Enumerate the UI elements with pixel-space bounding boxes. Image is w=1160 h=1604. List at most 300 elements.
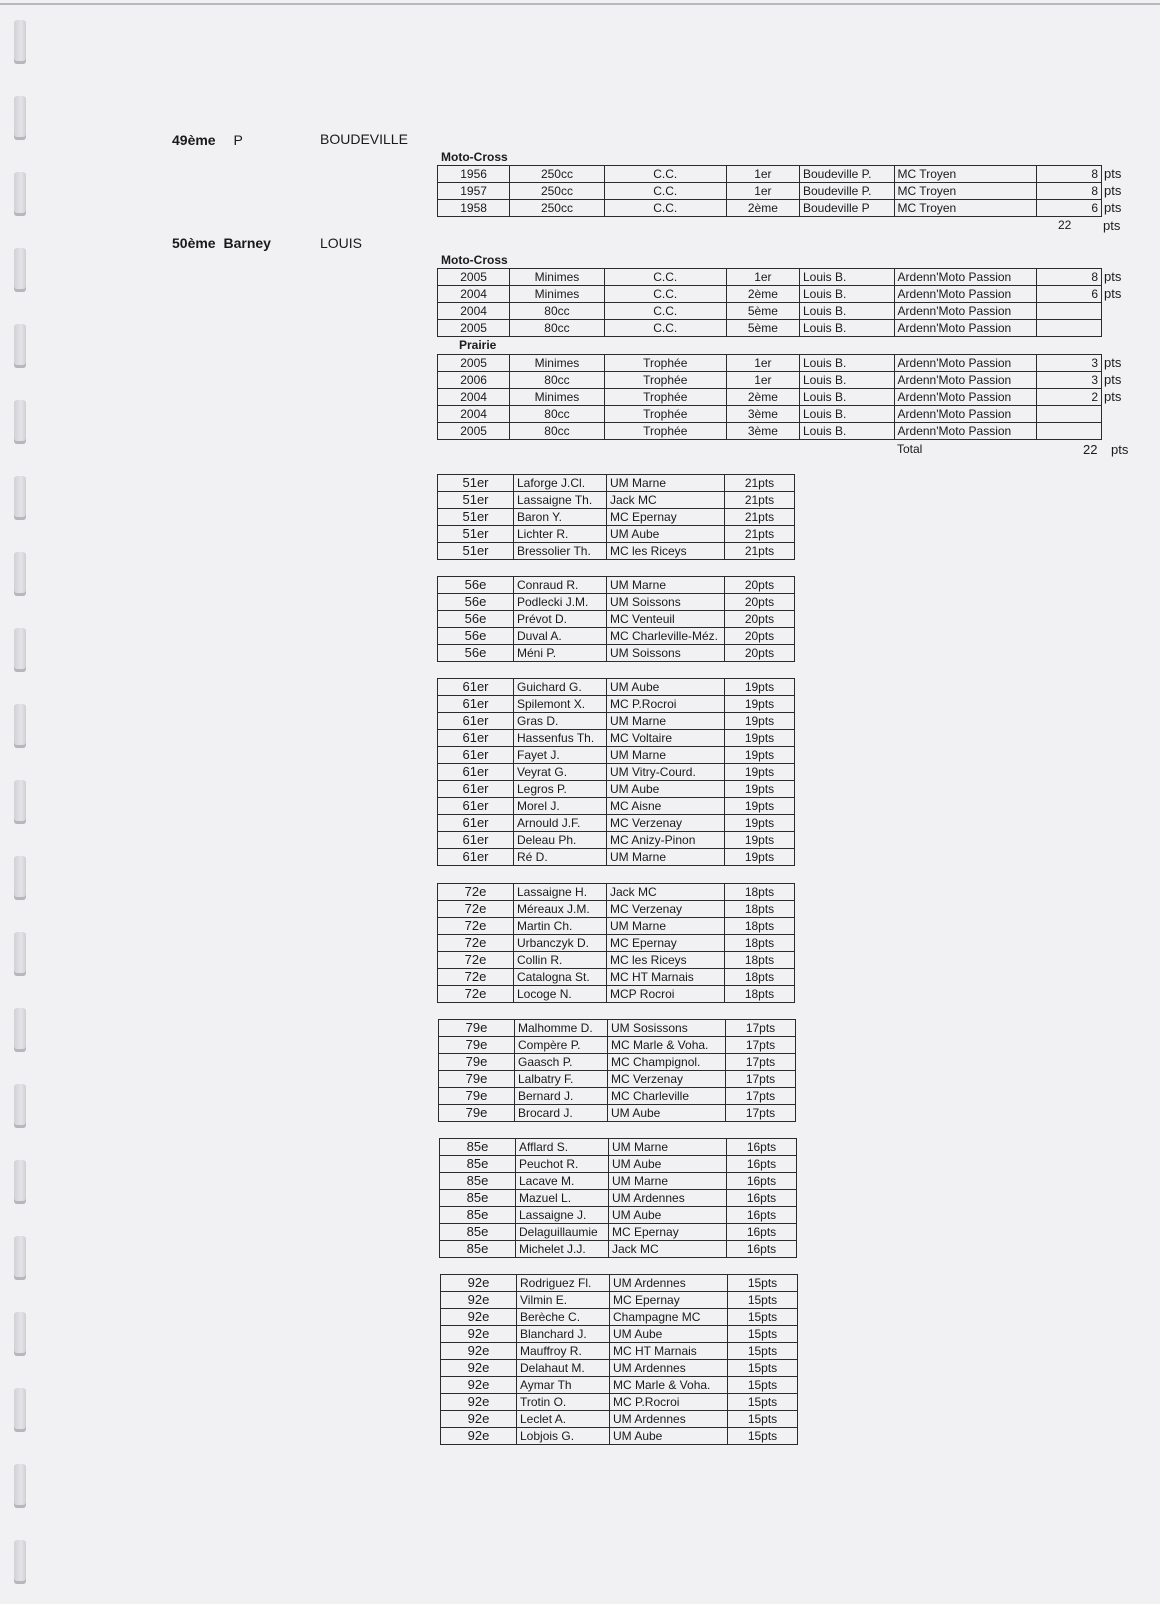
binding-hole bbox=[14, 1084, 26, 1128]
rank-cell: 51er bbox=[438, 543, 514, 560]
club-cell: MCP Rocroi bbox=[607, 986, 725, 1003]
points-cell: 16pts bbox=[727, 1207, 797, 1224]
club-cell: UM Aube bbox=[610, 1428, 728, 1445]
rank-cell: 61er bbox=[438, 764, 514, 781]
rank-cell: 79e bbox=[439, 1088, 515, 1105]
athlete-49-rank bbox=[172, 132, 243, 148]
binding-hole bbox=[14, 1540, 26, 1584]
ranking-row bbox=[438, 492, 795, 509]
result-cell: 8 bbox=[1036, 166, 1101, 183]
ranking-row bbox=[441, 1428, 798, 1445]
name-cell: Lassaigne H. bbox=[514, 884, 607, 901]
points-cell: 18pts bbox=[725, 986, 795, 1003]
result-cell: 8 bbox=[1036, 269, 1101, 286]
result-cell: Trophée bbox=[604, 372, 726, 389]
result-cell: Boudeville P. bbox=[799, 166, 894, 183]
name-cell: Aymar Th bbox=[517, 1377, 610, 1394]
binding-hole bbox=[14, 1464, 26, 1508]
rank-label: 49ème bbox=[172, 132, 216, 148]
ranking-row bbox=[438, 713, 795, 730]
rank-cell: 72e bbox=[438, 952, 514, 969]
rank-cell: 85e bbox=[440, 1173, 516, 1190]
result-cell: Ardenn'Moto Passion bbox=[894, 320, 1036, 337]
result-cell: 8 bbox=[1036, 183, 1101, 200]
result-row bbox=[438, 269, 1102, 286]
ranking-table bbox=[437, 576, 795, 662]
ranking-row bbox=[438, 918, 795, 935]
ranking-row bbox=[439, 1037, 796, 1054]
points-cell: 17pts bbox=[726, 1105, 796, 1122]
name-cell: Afflard S. bbox=[516, 1139, 609, 1156]
rank-cell: 92e bbox=[441, 1326, 517, 1343]
points-cell: 17pts bbox=[726, 1020, 796, 1037]
name-cell: Bernard J. bbox=[515, 1088, 608, 1105]
ranking-table bbox=[437, 474, 795, 560]
result-cell: Ardenn'Moto Passion bbox=[894, 423, 1036, 440]
result-cell: 80cc bbox=[510, 423, 605, 440]
points-cell: 16pts bbox=[727, 1139, 797, 1156]
club-cell: UM Aube bbox=[608, 1105, 726, 1122]
result-cell: 2006 bbox=[438, 372, 510, 389]
result-cell bbox=[1036, 303, 1101, 320]
pts-unit-label: pts bbox=[1104, 166, 1122, 181]
ranking-table bbox=[439, 1138, 797, 1258]
result-row bbox=[438, 355, 1102, 372]
ranking-row bbox=[440, 1139, 797, 1156]
result-cell: 1957 bbox=[438, 183, 510, 200]
rank-cell: 61er bbox=[438, 849, 514, 866]
points-cell: 19pts bbox=[725, 679, 795, 696]
rank-cell: 92e bbox=[441, 1292, 517, 1309]
club-cell: UM Marne bbox=[607, 849, 725, 866]
pts-unit-label: pts bbox=[1104, 355, 1122, 370]
result-cell: 2ème bbox=[726, 200, 799, 217]
binding-hole bbox=[14, 1388, 26, 1432]
result-cell: 6 bbox=[1036, 286, 1101, 303]
name-cell: Malhomme D. bbox=[515, 1020, 608, 1037]
binding-hole bbox=[14, 1160, 26, 1204]
rank-cell: 56e bbox=[438, 594, 514, 611]
result-cell: 1958 bbox=[438, 200, 510, 217]
rank-cell: 51er bbox=[438, 526, 514, 543]
rank-cell: 61er bbox=[438, 679, 514, 696]
club-cell: UM Marne bbox=[607, 747, 725, 764]
pts-unit-label: pts bbox=[1104, 389, 1122, 404]
points-cell: 15pts bbox=[728, 1394, 798, 1411]
club-cell: MC Verzenay bbox=[607, 815, 725, 832]
ranking-row bbox=[441, 1394, 798, 1411]
result-cell: Louis B. bbox=[799, 286, 894, 303]
points-cell: 21pts bbox=[725, 492, 795, 509]
points-cell: 15pts bbox=[728, 1411, 798, 1428]
result-cell: 2005 bbox=[438, 423, 510, 440]
rank-cell: 92e bbox=[441, 1309, 517, 1326]
points-cell: 17pts bbox=[726, 1054, 796, 1071]
rank-cell: 61er bbox=[438, 730, 514, 747]
ranking-row bbox=[438, 526, 795, 543]
name-cell: Deleau Ph. bbox=[514, 832, 607, 849]
result-cell: Louis B. bbox=[799, 423, 894, 440]
result-cell: 80cc bbox=[510, 406, 605, 423]
result-cell: 80cc bbox=[510, 372, 605, 389]
rank-cell: 85e bbox=[440, 1156, 516, 1173]
result-cell: Louis B. bbox=[799, 389, 894, 406]
ranking-table bbox=[437, 883, 795, 1003]
result-cell: 80cc bbox=[510, 320, 605, 337]
first-name: Barney bbox=[223, 235, 271, 251]
result-cell: Minimes bbox=[510, 269, 605, 286]
ranking-row bbox=[438, 986, 795, 1003]
ranking-row bbox=[438, 969, 795, 986]
name-cell: Brocard J. bbox=[515, 1105, 608, 1122]
points-cell: 15pts bbox=[728, 1343, 798, 1360]
ranking-row bbox=[439, 1088, 796, 1105]
name-cell: Ré D. bbox=[514, 849, 607, 866]
points-cell: 16pts bbox=[727, 1156, 797, 1173]
result-cell: Boudeville P bbox=[799, 200, 894, 217]
result-cell: 2004 bbox=[438, 303, 510, 320]
result-cell: 2004 bbox=[438, 286, 510, 303]
name-cell: Martin Ch. bbox=[514, 918, 607, 935]
result-cell: Trophée bbox=[604, 423, 726, 440]
result-cell: C.C. bbox=[604, 320, 726, 337]
rank-cell: 51er bbox=[438, 475, 514, 492]
ranking-row bbox=[438, 952, 795, 969]
result-cell: 250cc bbox=[510, 166, 605, 183]
points-cell: 19pts bbox=[725, 815, 795, 832]
points-cell: 16pts bbox=[727, 1190, 797, 1207]
name-cell: Lalbatry F. bbox=[515, 1071, 608, 1088]
ranking-row bbox=[438, 594, 795, 611]
rank-cell: 61er bbox=[438, 815, 514, 832]
rank-cell: 85e bbox=[440, 1207, 516, 1224]
result-row bbox=[438, 406, 1102, 423]
name-cell: Michelet J.J. bbox=[516, 1241, 609, 1258]
club-cell: Champagne MC bbox=[610, 1309, 728, 1326]
points-cell: 17pts bbox=[726, 1037, 796, 1054]
result-cell: Trophée bbox=[604, 389, 726, 406]
club-cell: MC HT Marnais bbox=[610, 1343, 728, 1360]
ranking-row bbox=[438, 696, 795, 713]
ranking-row bbox=[440, 1241, 797, 1258]
result-cell: Ardenn'Moto Passion bbox=[894, 286, 1036, 303]
result-cell: 2005 bbox=[438, 355, 510, 372]
ranking-row bbox=[439, 1105, 796, 1122]
name-cell: Rodriguez Fl. bbox=[517, 1275, 610, 1292]
rank-cell: 92e bbox=[441, 1377, 517, 1394]
points-cell: 16pts bbox=[727, 1241, 797, 1258]
result-cell: 1er bbox=[726, 183, 799, 200]
ranking-row bbox=[440, 1173, 797, 1190]
ranking-table bbox=[438, 1019, 796, 1122]
athlete-50-last-name: LOUIS bbox=[320, 235, 363, 251]
club-cell: UM Aube bbox=[607, 781, 725, 798]
result-cell: C.C. bbox=[604, 166, 726, 183]
pts-unit-label: pts bbox=[1104, 200, 1122, 215]
points-cell: 18pts bbox=[725, 918, 795, 935]
binding-hole bbox=[14, 96, 26, 140]
points-cell: 18pts bbox=[725, 935, 795, 952]
result-cell: 2004 bbox=[438, 406, 510, 423]
ranking-row bbox=[439, 1071, 796, 1088]
club-cell: MC les Riceys bbox=[607, 543, 725, 560]
name-cell: Peuchot R. bbox=[516, 1156, 609, 1173]
result-cell: C.C. bbox=[604, 303, 726, 320]
ranking-row bbox=[438, 645, 795, 662]
name-cell: Locoge N. bbox=[514, 986, 607, 1003]
rank-cell: 92e bbox=[441, 1411, 517, 1428]
ranking-row bbox=[440, 1224, 797, 1241]
rank-cell: 61er bbox=[438, 696, 514, 713]
name-cell: Collin R. bbox=[514, 952, 607, 969]
name-cell: Morel J. bbox=[514, 798, 607, 815]
result-cell: Trophée bbox=[604, 355, 726, 372]
result-cell: 2ème bbox=[726, 286, 799, 303]
points-cell: 20pts bbox=[725, 628, 795, 645]
ranking-row bbox=[438, 679, 795, 696]
result-cell: Minimes bbox=[510, 389, 605, 406]
name-cell: Compère P. bbox=[515, 1037, 608, 1054]
rank-cell: 72e bbox=[438, 918, 514, 935]
club-cell: UM Aube bbox=[609, 1156, 727, 1173]
name-cell: Lassaigne J. bbox=[516, 1207, 609, 1224]
result-cell: 80cc bbox=[510, 303, 605, 320]
result-cell: 2ème bbox=[726, 389, 799, 406]
rank-cell: 61er bbox=[438, 713, 514, 730]
rank-cell: 85e bbox=[440, 1190, 516, 1207]
ranking-row bbox=[438, 747, 795, 764]
name-cell: Mazuel L. bbox=[516, 1190, 609, 1207]
result-cell: Minimes bbox=[510, 355, 605, 372]
points-cell: 21pts bbox=[725, 475, 795, 492]
name-cell: Duval A. bbox=[514, 628, 607, 645]
club-cell: MC Champignol. bbox=[608, 1054, 726, 1071]
binding-hole bbox=[14, 400, 26, 444]
result-cell: Louis B. bbox=[799, 372, 894, 389]
rank-cell: 56e bbox=[438, 577, 514, 594]
points-cell: 15pts bbox=[728, 1275, 798, 1292]
result-cell: 2 bbox=[1036, 389, 1101, 406]
page-top-edge bbox=[0, 3, 1160, 5]
result-cell: Louis B. bbox=[799, 355, 894, 372]
result-row bbox=[438, 320, 1102, 337]
name-cell: Urbanczyk D. bbox=[514, 935, 607, 952]
rank-cell: 72e bbox=[438, 969, 514, 986]
club-cell: UM Soissons bbox=[607, 645, 725, 662]
club-cell: UM Marne bbox=[607, 577, 725, 594]
ranking-row bbox=[438, 901, 795, 918]
club-cell: MC Charleville bbox=[608, 1088, 726, 1105]
club-cell: UM Marne bbox=[607, 475, 725, 492]
points-cell: 20pts bbox=[725, 594, 795, 611]
name-cell: Catalogna St. bbox=[514, 969, 607, 986]
points-cell: 19pts bbox=[725, 730, 795, 747]
name-cell: Lobjois G. bbox=[517, 1428, 610, 1445]
result-row bbox=[438, 303, 1102, 320]
ranking-row bbox=[438, 611, 795, 628]
result-cell: 2004 bbox=[438, 389, 510, 406]
points-cell: 15pts bbox=[728, 1326, 798, 1343]
name-cell: Blanchard J. bbox=[517, 1326, 610, 1343]
result-cell: Ardenn'Moto Passion bbox=[894, 372, 1036, 389]
points-cell: 19pts bbox=[725, 798, 795, 815]
section-title: Moto-Cross bbox=[441, 150, 508, 164]
ranking-row bbox=[441, 1411, 798, 1428]
binding-hole bbox=[14, 248, 26, 292]
club-cell: MC Epernay bbox=[609, 1224, 727, 1241]
athlete-49-last-name: BOUDEVILLE bbox=[320, 131, 408, 147]
club-cell: MC HT Marnais bbox=[607, 969, 725, 986]
result-cell: Trophée bbox=[604, 406, 726, 423]
rank-cell: 72e bbox=[438, 901, 514, 918]
name-cell: Lacave M. bbox=[516, 1173, 609, 1190]
points-cell: 15pts bbox=[728, 1360, 798, 1377]
result-cell: C.C. bbox=[604, 286, 726, 303]
rank-cell: 56e bbox=[438, 628, 514, 645]
club-cell: UM Soissons bbox=[607, 594, 725, 611]
club-cell: UM Sosissons bbox=[608, 1020, 726, 1037]
rank-cell: 61er bbox=[438, 747, 514, 764]
rank-cell: 56e bbox=[438, 645, 514, 662]
points-cell: 21pts bbox=[725, 509, 795, 526]
rank-cell: 72e bbox=[438, 935, 514, 952]
name-cell: Mauffroy R. bbox=[517, 1343, 610, 1360]
result-row bbox=[438, 183, 1102, 200]
ranking-row bbox=[439, 1054, 796, 1071]
result-cell: Ardenn'Moto Passion bbox=[894, 406, 1036, 423]
club-cell: MC Epernay bbox=[607, 509, 725, 526]
ranking-row bbox=[440, 1207, 797, 1224]
points-cell: 15pts bbox=[728, 1377, 798, 1394]
name-cell: Delahaut M. bbox=[517, 1360, 610, 1377]
result-cell: Ardenn'Moto Passion bbox=[894, 303, 1036, 320]
result-cell: Louis B. bbox=[799, 303, 894, 320]
ranking-row bbox=[441, 1326, 798, 1343]
result-row bbox=[438, 423, 1102, 440]
ranking-row bbox=[438, 730, 795, 747]
result-cell: 6 bbox=[1036, 200, 1101, 217]
name-cell: Podlecki J.M. bbox=[514, 594, 607, 611]
binding-hole bbox=[14, 856, 26, 900]
result-cell: 3 bbox=[1036, 372, 1101, 389]
result-row bbox=[438, 286, 1102, 303]
club-cell: MC Marle & Voha. bbox=[610, 1377, 728, 1394]
binding-hole bbox=[14, 780, 26, 824]
club-cell: MC Anizy-Pinon bbox=[607, 832, 725, 849]
boudeville-total-unit: pts bbox=[1103, 218, 1121, 233]
result-row bbox=[438, 166, 1102, 183]
pts-unit-label: pts bbox=[1104, 183, 1122, 198]
name-cell: Gras D. bbox=[514, 713, 607, 730]
result-cell: 1er bbox=[726, 166, 799, 183]
result-row bbox=[438, 372, 1102, 389]
result-cell: MC Troyen bbox=[894, 183, 1036, 200]
name-cell: Legros P. bbox=[514, 781, 607, 798]
name-cell: Conraud R. bbox=[514, 577, 607, 594]
boudeville-total: 22 bbox=[1058, 218, 1072, 232]
club-cell: UM Marne bbox=[609, 1173, 727, 1190]
result-cell: 1956 bbox=[438, 166, 510, 183]
club-cell: UM Ardennes bbox=[610, 1411, 728, 1428]
club-cell: MC Verzenay bbox=[607, 901, 725, 918]
rank-cell: 85e bbox=[440, 1241, 516, 1258]
points-cell: 19pts bbox=[725, 849, 795, 866]
section-title-prairie: Prairie bbox=[459, 338, 497, 352]
louis-total-label: Total bbox=[897, 442, 923, 456]
result-cell: 1er bbox=[726, 372, 799, 389]
name-cell: Veyrat G. bbox=[514, 764, 607, 781]
club-cell: UM Marne bbox=[609, 1139, 727, 1156]
name-cell: Vilmin E. bbox=[517, 1292, 610, 1309]
name-cell: Leclet A. bbox=[517, 1411, 610, 1428]
ranking-row bbox=[441, 1292, 798, 1309]
name-cell: Bressolier Th. bbox=[514, 543, 607, 560]
points-cell: 17pts bbox=[726, 1088, 796, 1105]
boudeville-results-table bbox=[437, 165, 1102, 217]
result-cell: 2005 bbox=[438, 320, 510, 337]
rank-cell: 61er bbox=[438, 832, 514, 849]
points-cell: 16pts bbox=[727, 1173, 797, 1190]
rank-cell: 92e bbox=[441, 1394, 517, 1411]
name-cell: Guichard G. bbox=[514, 679, 607, 696]
name-cell: Laforge J.Cl. bbox=[514, 475, 607, 492]
binding-hole bbox=[14, 1236, 26, 1280]
first-name: P bbox=[233, 132, 243, 148]
rank-cell: 92e bbox=[441, 1428, 517, 1445]
rank-cell: 92e bbox=[441, 1360, 517, 1377]
result-cell: 250cc bbox=[510, 200, 605, 217]
ranking-row bbox=[438, 628, 795, 645]
name-cell: Méreaux J.M. bbox=[514, 901, 607, 918]
result-cell: Ardenn'Moto Passion bbox=[894, 355, 1036, 372]
club-cell: Jack MC bbox=[607, 492, 725, 509]
name-cell: Delaguillaumie bbox=[516, 1224, 609, 1241]
club-cell: MC Voltaire bbox=[607, 730, 725, 747]
points-cell: 19pts bbox=[725, 832, 795, 849]
rank-cell: 51er bbox=[438, 509, 514, 526]
result-cell bbox=[1036, 423, 1101, 440]
club-cell: MC Epernay bbox=[610, 1292, 728, 1309]
name-cell: Hassenfus Th. bbox=[514, 730, 607, 747]
points-cell: 18pts bbox=[725, 969, 795, 986]
result-cell: 250cc bbox=[510, 183, 605, 200]
points-cell: 19pts bbox=[725, 781, 795, 798]
points-cell: 19pts bbox=[725, 764, 795, 781]
ranking-table bbox=[440, 1274, 798, 1445]
club-cell: UM Ardennes bbox=[610, 1275, 728, 1292]
name-cell: Gaasch P. bbox=[515, 1054, 608, 1071]
name-cell: Prévot D. bbox=[514, 611, 607, 628]
name-cell: Méni P. bbox=[514, 645, 607, 662]
ranking-row bbox=[438, 798, 795, 815]
ranking-row bbox=[438, 849, 795, 866]
result-cell: Louis B. bbox=[799, 320, 894, 337]
points-cell: 15pts bbox=[728, 1292, 798, 1309]
points-cell: 17pts bbox=[726, 1071, 796, 1088]
pts-unit-label: pts bbox=[1104, 269, 1122, 284]
ranking-row bbox=[440, 1190, 797, 1207]
name-cell: Spilemont X. bbox=[514, 696, 607, 713]
result-row bbox=[438, 389, 1102, 406]
rank-cell: 61er bbox=[438, 781, 514, 798]
club-cell: MC P.Rocroi bbox=[607, 696, 725, 713]
binding-hole bbox=[14, 1312, 26, 1356]
club-cell: MC Charleville-Méz. bbox=[607, 628, 725, 645]
points-cell: 19pts bbox=[725, 696, 795, 713]
club-cell: UM Aube bbox=[607, 679, 725, 696]
pts-unit-label: pts bbox=[1104, 286, 1122, 301]
louis-total-unit: pts bbox=[1111, 442, 1129, 457]
